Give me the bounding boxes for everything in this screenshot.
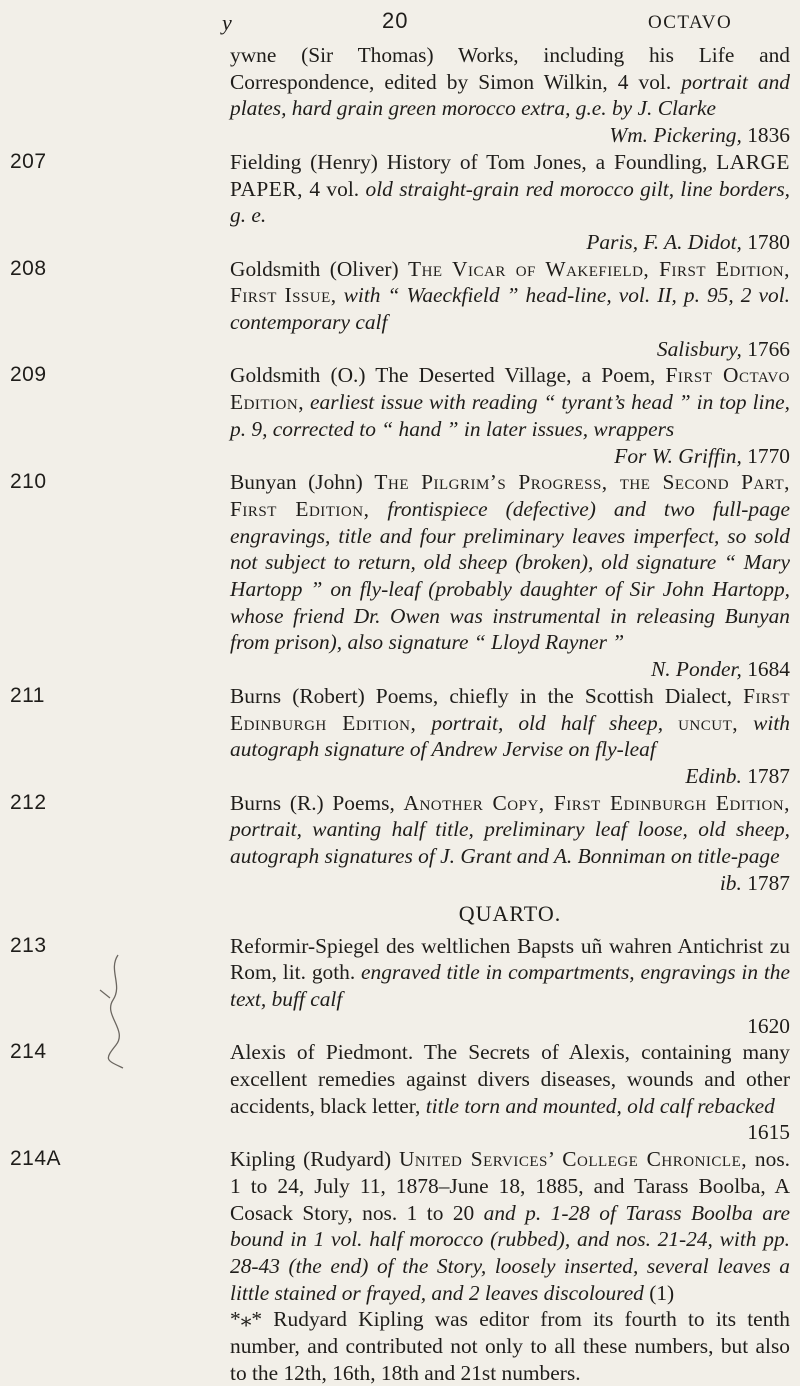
entry-details: engraved title in compartments, engravings in the text, buff calf [230,960,790,1011]
entry-year: 1787 [747,870,790,895]
lot-number: 212 [10,790,47,814]
lot-number: 214A [10,1147,62,1171]
entry-caps: Another Copy, First Edinburgh Edition, [403,790,790,815]
entry-imprint: Edinb. [685,763,742,788]
entry-text: Works, including his Life and Correspondence, edited by Simon Wilkin, 4 vol. [230,43,790,94]
entry-details: title torn and mounted, old calf rebacked [420,1093,775,1118]
entry-imprint: Paris, F. A. Didot, [586,229,742,254]
entry-author: Goldsmith (Oliver) [230,256,399,281]
margin-pencil-mark [88,950,148,1070]
list-item [0,149,800,256]
lot-number: 208 [10,256,47,280]
list-item [0,469,800,683]
lot-number: 207 [10,149,47,173]
entry-text: The Secrets of Alexis, containing many excellent remedies against divers diseases, wounds and other accidents, [230,1040,790,1118]
entry-imprint: For W. Griffin, [614,443,742,468]
entry-caps-2: uncut, [678,710,739,735]
entry-imprint: Salisbury, [656,336,742,361]
lot-number: 209 [10,363,47,387]
entry-details: old straight-grain red morocco gilt, line borders, g. e. [230,176,790,228]
entry-caps: The Pilgrim’s Progress, the Second Part, First Edition, [230,470,790,521]
entry-details: earliest issue with reading “ tyrant’s head ” in top line, p. 9, corrected to “ hand ” in later issues, wrappers [230,390,790,441]
entry-details: frontispiece (defective) and two full-page engravings, title and four preliminary leaves imperfect, so sold not subject to return, old sheep (broken), old signature “ Mary Hartopp ” on fly-leaf (probably daughter of Sir John Hartopp, whose friend Dr. Owen was instrumental in releasing Bunyan from prison), also signature “ Lloyd Rayner ” [230,496,790,655]
entry-year: 1770 [747,443,790,468]
header-mark: y [222,10,232,35]
entry-year: 1684 [747,657,790,682]
entries-list [0,42,800,1386]
section-heading: QUARTO. [458,900,562,926]
entry-year: 1766 [747,336,790,361]
entry-author: Reformir-Spiegel des weltlichen Bapsts uñ wahren Antichrist zu Rom, [230,933,790,985]
list-item [0,683,800,790]
entry-imprint: Wm. Pickering, [609,123,742,148]
list-item [0,790,800,897]
lot-number: 214 [10,1040,47,1064]
lot-number: 211 [10,683,45,707]
section-running-head: OCTAVO [648,12,733,33]
entry-blackletter: black letter, [320,1093,421,1118]
entry-author: Burns (R.) [230,790,324,815]
entry-author: Burns (Robert) [230,683,365,708]
entry-author: Kipling (Rudyard) [230,1147,392,1172]
entry-caps: United Services’ College Chronicle, [398,1147,748,1172]
entry-author: Bunyan (John) [230,470,363,495]
entry-year: 1615 [747,1120,790,1145]
entry-text: Poems, chiefly in the Scottish Dialect, [364,683,744,708]
entry-text: nos. 1 to 24, July 11, 1878–June 18, 1885, and Tarass Boolba, A Cosack Story, nos. 1 to 20 [230,1147,790,1225]
lot-number: 210 [10,470,47,494]
entry-text2: 4 vol. [302,176,366,201]
entry-text: History of Tom Jones, a Foundling, [377,149,717,174]
entry-year: 1620 [747,1013,790,1038]
list-item [0,42,800,149]
entry-details: portrait, old half sheep, [416,710,679,735]
entry-details: with “ Waeckfield ” head-line, vol. II, p. 95, 2 vol. contemporary calf [230,283,790,335]
entry-caps: First Octavo Edition, [230,363,790,415]
entry-text: The Deserted Village, a Poem, [365,363,666,388]
entry-year: 1836 [747,123,790,148]
entry-text: Poems, [323,790,404,815]
entry-author: ywne (Sir Thomas) [230,43,434,67]
list-item [0,362,800,469]
entry-details: portrait and plates, hard grain green morocco extra, g.e. by J. Clarke [230,69,791,121]
entry-blackletter: lit. goth. [276,960,356,985]
page-number: 20 [382,8,409,33]
entry-details: and p. 1-28 of Tarass Boolba are bound in 1 vol. half morocco (rubbed), and nos. 21-24, with pp. 28-43 (the end) of the Story, loosely inserted, several leaves a little stained or frayed, and 2 leaves discoloured [230,1200,790,1305]
footnote: *⁎* Rudyard Kipling was editor from its fourth to its tenth number, and contributed not only to all these numbers, but also to the 12th, 16th, 18th and 21st numbers. [230,1307,790,1385]
entry-text2: (1) [643,1280,675,1305]
entry-year: 1780 [747,229,790,254]
entry-details: portrait, wanting half title, preliminary leaf loose, old sheep, autograph signatures of J. Grant and A. Bonniman on title-page [230,817,790,869]
entry-imprint: ib. [719,870,742,895]
entry-imprint: N. Ponder, [650,657,742,682]
lot-number: 213 [10,933,47,957]
entry-caps: The Vicar of Wakefield, First Edition, First Issue, [230,256,790,308]
entry-author: Goldsmith (O.) [230,363,366,388]
list-item [0,1146,800,1306]
entry-caps: First Edinburgh Edition, [230,683,790,735]
entry-author: Fielding (Henry) [230,149,378,174]
entry-details-2: with autograph signature of Andrew Jervise on fly-leaf [230,710,790,762]
entry-year: 1787 [747,763,790,788]
list-item [0,256,800,363]
entry-caps: LARGE PAPER, [230,149,790,201]
entry-author: Alexis of Piedmont. [230,1040,414,1065]
